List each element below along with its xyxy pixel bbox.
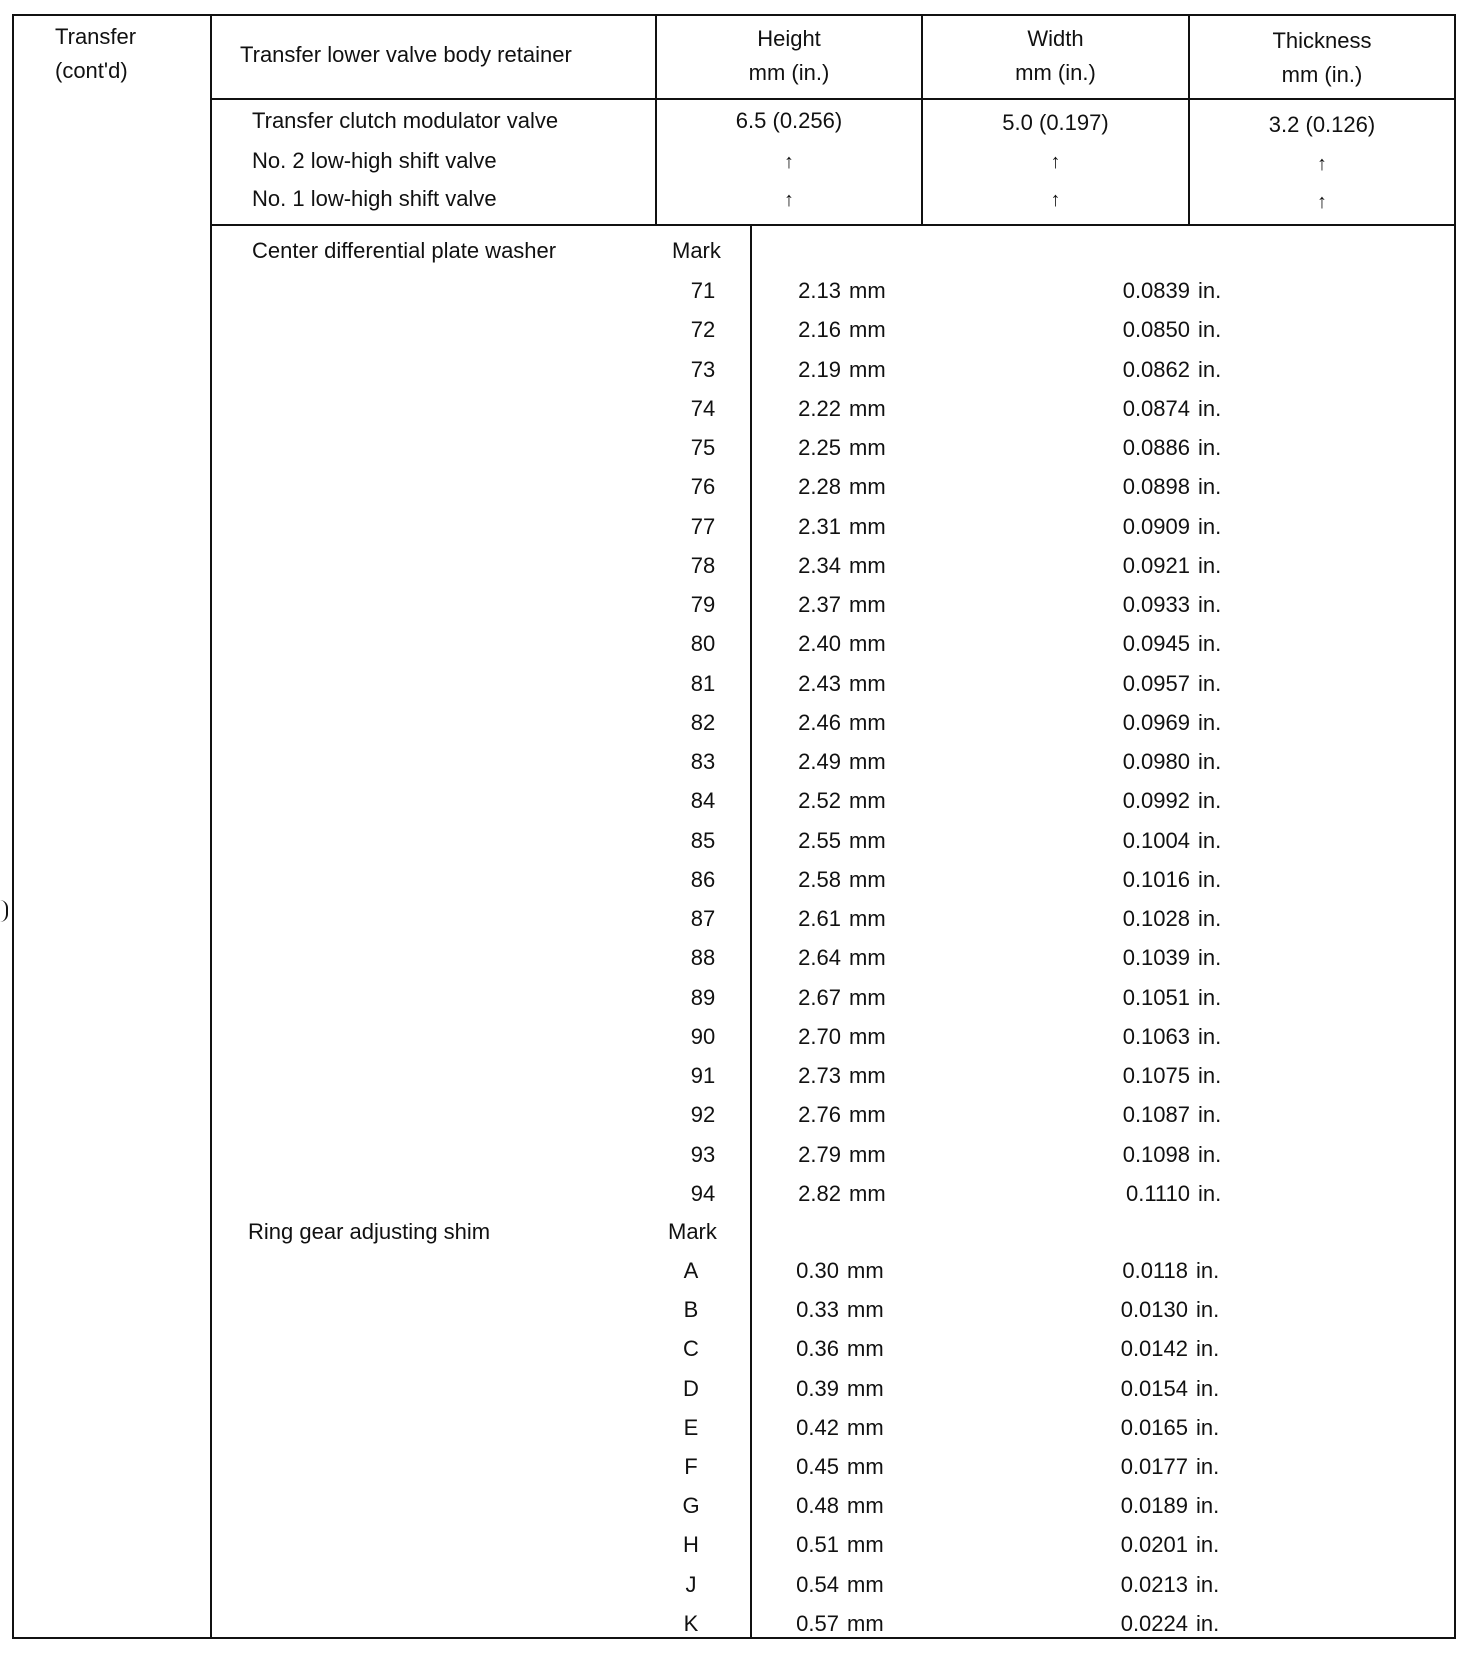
inch-unit: in. [1198,984,1222,1010]
section-column-divider [210,14,212,1639]
ditto-arrow-icon: ↑ [1317,191,1327,213]
mm-value: 2.61 [798,906,841,931]
retainer-title: Transfer lower valve body retainer [240,42,572,67]
mm-unit: mm [849,552,886,578]
inch-value: 0.1028 [1122,906,1190,931]
ditto-arrow-icon: ↑ [784,151,794,173]
inch-value: 0.0862 [1122,356,1190,382]
inch-unit: in. [1198,670,1222,696]
mark-cell: 72 [690,317,716,343]
mark-cell: 76 [690,474,716,500]
inch-value: 0.0839 [1122,278,1190,303]
inch-unit: in. [1198,866,1222,892]
inch-value: 0.1110 [1125,1180,1190,1206]
mm-unit: mm [849,866,886,892]
section-label-cont: (cont'd) [55,58,128,83]
mm-value: 2.25 [798,435,841,460]
mm-unit: mm [849,474,886,500]
retainer-row-thickness: 3.2 (0.126) [1268,112,1376,137]
page-edge-mark [0,900,8,922]
retainer-row-name: No. 1 low-high shift valve [252,186,497,211]
mark-cell: F [684,1454,698,1479]
inch-value: 0.1051 [1122,984,1190,1010]
mark-cell: 93 [690,1141,716,1167]
retainer-row-name: Transfer clutch modulator valve [252,108,559,133]
mm-unit: mm [847,1297,884,1323]
inch-value: 0.0213 [1120,1571,1188,1597]
inch-value: 0.0189 [1120,1493,1188,1519]
inch-unit: in. [1198,906,1222,931]
inch-unit: in. [1198,1141,1222,1167]
inch-value: 0.0224 [1120,1610,1188,1636]
mm-unit: mm [849,592,886,617]
shim-title: Ring gear adjusting shim [248,1219,491,1244]
inch-unit: in. [1198,1023,1222,1049]
inch-value: 0.0850 [1122,317,1190,343]
mm-unit: mm [849,749,886,774]
inch-unit: in. [1198,1063,1222,1088]
width-header-label: Width [1027,26,1084,51]
mm-unit: mm [847,1336,884,1362]
thickness-header-label: Thickness [1272,28,1372,53]
mm-value: 0.36 [796,1336,839,1362]
inch-value: 0.0921 [1122,552,1190,578]
inch-unit: in. [1198,474,1222,500]
mm-value: 2.76 [798,1102,841,1128]
mm-value: 2.31 [798,513,841,539]
mm-unit: mm [849,317,886,343]
inch-unit: in. [1198,1180,1222,1206]
mm-value: 0.48 [796,1493,839,1519]
mm-value: 2.55 [798,827,841,853]
ditto-arrow-icon: ↑ [784,189,794,211]
mm-unit: mm [847,1610,884,1636]
mm-value: 2.70 [798,1023,841,1049]
mm-unit: mm [849,435,886,460]
width-header-unit: mm (in.) [1015,60,1096,85]
ditto-arrow-icon: ↑ [1317,153,1327,175]
retainer-row-width: 5.0 (0.197) [1002,110,1109,135]
mark-cell: 74 [690,395,716,421]
mark-cell: E [683,1414,699,1440]
inch-unit: in. [1198,435,1222,460]
inch-unit: in. [1196,1414,1220,1440]
mm-value: 2.82 [798,1180,841,1206]
mm-value: 0.30 [796,1258,839,1283]
inch-unit: in. [1198,788,1222,814]
inch-unit: in. [1198,278,1222,303]
inch-value: 0.1075 [1122,1063,1190,1088]
inch-value: 0.0165 [1120,1414,1188,1440]
inch-value: 0.0177 [1120,1454,1188,1479]
mm-value: 0.45 [796,1454,839,1479]
mark-cell: 78 [690,552,716,578]
inch-unit: in. [1198,356,1222,382]
mm-unit: mm [849,709,886,735]
inch-value: 0.1039 [1122,945,1190,971]
mm-unit: mm [849,356,886,382]
mm-unit: mm [849,513,886,539]
mm-unit: mm [849,827,886,853]
mark-cell: 84 [690,788,716,814]
inch-unit: in. [1198,749,1222,774]
mark-cell: 79 [690,592,716,617]
inch-unit: in. [1198,317,1222,343]
inch-unit: in. [1196,1336,1220,1362]
mark-cell: G [682,1493,700,1519]
mm-unit: mm [847,1258,884,1283]
inch-value: 0.1063 [1122,1023,1190,1049]
mm-value: 2.73 [798,1063,841,1088]
inch-unit: in. [1198,631,1222,657]
mm-unit: mm [849,1180,886,1206]
mark-cell: 73 [690,356,716,382]
retainer-row-name: No. 2 low-high shift valve [252,148,497,173]
mm-unit: mm [849,631,886,657]
table-top-border [12,14,1456,16]
inch-value: 0.0933 [1122,592,1190,617]
inch-value: 0.0957 [1122,670,1190,696]
mm-value: 2.28 [798,474,841,500]
mm-value: 2.67 [798,984,841,1010]
mm-unit: mm [849,984,886,1010]
mm-value: 0.54 [796,1571,839,1597]
inch-value: 0.0118 [1122,1258,1188,1283]
inch-value: 0.1098 [1122,1141,1190,1167]
mark-cell: 94 [690,1180,716,1206]
ditto-arrow-icon: ↑ [1050,151,1061,173]
mm-value: 2.19 [798,356,841,382]
retainer-row-height: 6.5 (0.256) [735,108,843,133]
mm-unit: mm [849,906,886,931]
mm-value: 2.37 [798,592,841,617]
inch-unit: in. [1198,827,1222,853]
mm-value: 0.42 [796,1414,839,1440]
inch-unit: in. [1196,1493,1220,1519]
inch-unit: in. [1196,1571,1220,1597]
mark-cell: C [683,1336,699,1362]
mm-value: 2.49 [798,749,841,774]
mm-value: 2.43 [798,670,841,696]
mm-value: 2.58 [798,866,841,892]
mark-cell: 82 [690,709,716,735]
mm-unit: mm [847,1375,884,1401]
mm-value: 2.40 [798,631,841,657]
inch-unit: in. [1196,1258,1220,1283]
table-bottom-border [12,1637,1456,1639]
height-header-label: Height [757,26,821,51]
mm-unit: mm [847,1493,884,1519]
inch-unit: in. [1196,1454,1220,1479]
mm-unit: mm [849,1023,886,1049]
inch-unit: in. [1198,709,1222,735]
inch-value: 0.0886 [1122,435,1190,460]
washer-title: Center differential plate washer [252,238,557,263]
mark-cell: J [685,1571,697,1597]
inch-value: 0.0898 [1122,474,1190,500]
mark-cell: D [683,1375,699,1401]
mark-cell: H [683,1532,699,1558]
mm-value: 2.79 [798,1141,841,1167]
inch-value: 0.0945 [1122,631,1190,657]
mm-value: 2.64 [798,945,841,971]
inch-unit: in. [1196,1532,1220,1558]
mm-unit: mm [849,278,886,303]
mm-unit: mm [849,788,886,814]
inch-value: 0.0969 [1122,709,1190,735]
inch-unit: in. [1196,1297,1220,1323]
mm-unit: mm [849,670,886,696]
mm-unit: mm [847,1414,884,1440]
inch-unit: in. [1198,552,1222,578]
mark-cell: 91 [690,1063,716,1088]
inch-value: 0.0142 [1120,1336,1188,1362]
mark-cell: 71 [690,278,716,303]
mm-value: 2.16 [798,317,841,343]
table-right-border [1454,14,1456,1639]
retainer-block-bottom [210,224,1456,226]
mm-unit: mm [849,1141,886,1167]
table-left-border [12,14,14,1639]
mm-value: 2.22 [798,395,841,421]
mm-value: 0.57 [796,1610,839,1636]
mm-unit: mm [849,1102,886,1128]
mark-cell: K [683,1610,699,1636]
mark-cell: 81 [690,670,716,696]
inch-value: 0.0992 [1122,788,1190,814]
thickness-header-unit: mm (in.) [1281,62,1363,87]
inch-value: 0.0130 [1120,1297,1188,1323]
inch-unit: in. [1198,945,1222,971]
retainer-header-bottom [210,98,1456,100]
mm-value: 0.39 [796,1375,839,1401]
mm-value: 2.34 [798,552,841,578]
inch-value: 0.0154 [1120,1375,1188,1401]
mark-cell: 87 [690,906,716,931]
mark-cell: 90 [690,1023,716,1049]
mark-cell: 83 [690,749,716,774]
inch-value: 0.1004 [1122,827,1190,853]
section-label: Transfer [55,24,137,49]
mark-cell: A [683,1258,699,1283]
shim-mark-header: Mark [668,1219,717,1244]
ditto-arrow-icon: ↑ [1050,189,1061,211]
mark-cell: 85 [690,827,716,853]
inch-value: 0.0909 [1122,513,1190,539]
inch-value: 0.0201 [1120,1532,1188,1558]
mm-unit: mm [849,395,886,421]
mark-cell: 80 [690,631,716,657]
mm-value: 2.52 [798,788,841,814]
mm-unit: mm [847,1571,884,1597]
inch-value: 0.1087 [1122,1102,1190,1128]
mm-value: 2.13 [798,278,841,303]
mm-value: 0.51 [796,1532,839,1558]
inch-unit: in. [1198,395,1222,421]
mark-cell: B [683,1297,699,1323]
inch-value: 0.0980 [1122,749,1190,774]
inch-value: 0.0874 [1122,395,1190,421]
mark-cell: 89 [690,984,716,1010]
mm-unit: mm [847,1532,884,1558]
inch-unit: in. [1198,592,1222,617]
inch-unit: in. [1196,1610,1220,1636]
washer-mark-header: Mark [672,238,721,263]
mm-unit: mm [849,1063,886,1088]
mark-cell: 86 [690,866,716,892]
inch-unit: in. [1196,1375,1220,1401]
inch-unit: in. [1198,1102,1222,1128]
mark-cell: 92 [690,1102,716,1128]
mm-unit: mm [847,1454,884,1479]
mark-cell: 75 [690,435,716,460]
mm-unit: mm [849,945,886,971]
mark-cell: 77 [690,513,716,539]
mm-value: 2.46 [798,709,841,735]
inch-unit: in. [1198,513,1222,539]
mark-cell: 88 [690,945,716,971]
inch-value: 0.1016 [1122,866,1190,892]
height-header-unit: mm (in.) [748,60,830,85]
mm-value: 0.33 [796,1297,839,1323]
